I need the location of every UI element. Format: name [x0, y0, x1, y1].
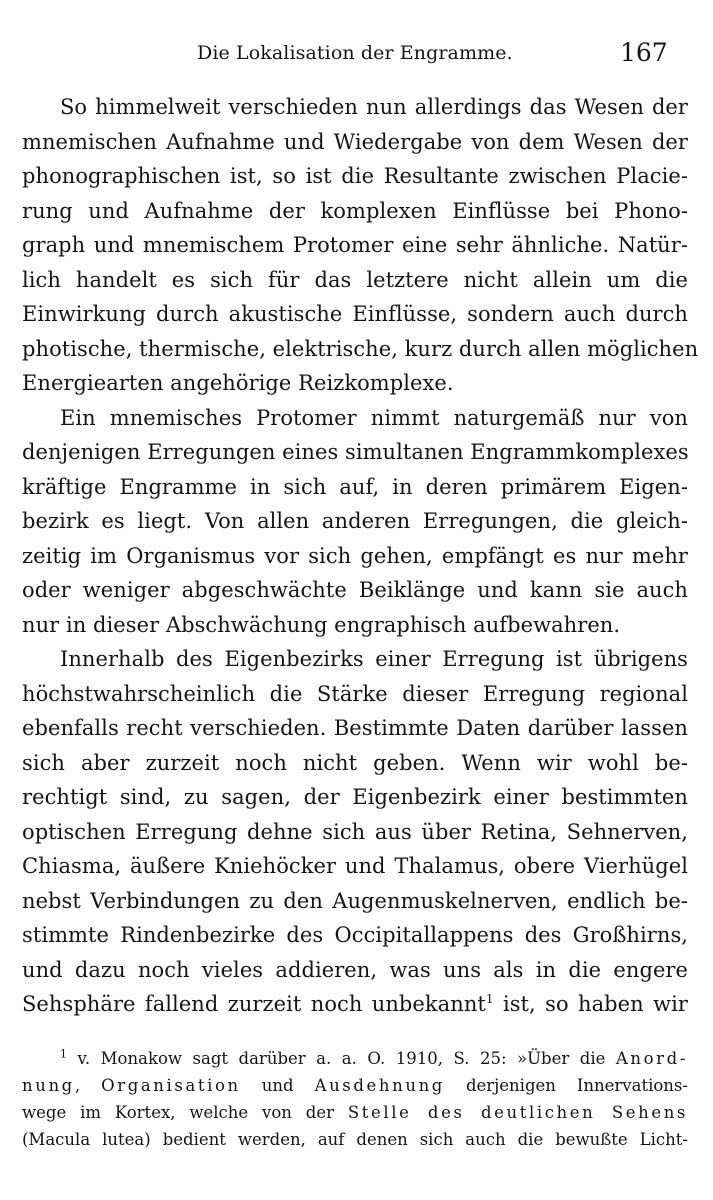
footnote-segment: und [240, 1076, 315, 1095]
footnote-spaced-word: Anord- [615, 1049, 688, 1068]
text-line: Ein mnemisches Protomer nimmt naturgemäß nur von [60, 405, 688, 430]
footnote-reference[interactable]: 1 [485, 992, 494, 1006]
footnote-spaced-word: Ausdehnung [314, 1076, 445, 1095]
text-line: Innerhalb des Eigenbezirks einer Erregung ist übrigens [60, 647, 688, 671]
footnote-line [22, 1099, 688, 1126]
body-text [22, 90, 699, 1022]
footnote [22, 1045, 688, 1153]
text-line: höchstwahrscheinlich die Stärke dieser Erregung regional [22, 681, 688, 706]
text-line [22, 987, 688, 1022]
footnote-line [22, 1072, 688, 1099]
text-line: So himmelweit verschieden nun allerdings das Wesen der [60, 95, 688, 119]
page-header [0, 38, 713, 78]
text-line: denjenigen Erregungen eines simultanen Engrammkomplexes [22, 440, 689, 464]
footnote-segment: v. Monakow sagt darüber a. a. O. 1910, S. 25: »Über die [67, 1049, 616, 1068]
footnote-spaced-word: Stelle des deutlichen Sehens [347, 1103, 688, 1122]
text-line: stimmte Rindenbezirke des Occipitallappens des Großhirns, [22, 923, 688, 947]
text-line: graph und mnemischem Protomer eine sehr ähnliche. Natür- [22, 233, 688, 257]
text-line: bezirk es liegt. Von allen anderen Erregungen, die gleich- [22, 509, 688, 533]
footnote-segment: wege im Kortex, welche von der [22, 1103, 348, 1122]
text-segment: Sehsphäre fallend zurzeit noch unbekannt [22, 992, 486, 1016]
text-line: kräftige Engramme in sich auf, in deren primärem Eigen- [22, 474, 688, 499]
footnote-line: (Macula lutea) bedient werden, auf denen sich auch die bewußte Licht- [22, 1130, 688, 1149]
text-line: lich handelt es sich für das letztere nicht allein um die [22, 267, 688, 292]
text-line: phonographischen ist, so ist die Resultante zwischen Placie- [22, 164, 688, 188]
page-number: 167 [620, 38, 668, 67]
footnote-line [22, 1045, 688, 1072]
text-line: photische, thermische, elektrische, kurz durch allen möglichen [22, 336, 699, 361]
text-line: ebenfalls recht verschieden. Bestimmte Daten darüber lassen [22, 716, 688, 740]
footnote-marker: 1 [60, 1047, 67, 1061]
text-line: Energiearten angehörige Reizkomplexe. [22, 371, 454, 395]
footnote-segment: , [74, 1076, 102, 1095]
text-line: nebst Verbindungen zu den Augenmuskelnerven, endlich be- [22, 888, 688, 913]
footnote-segment: derjenigen Innervations- [444, 1076, 688, 1095]
text-line: und dazu noch vieles addieren, was uns als in die engere [22, 957, 688, 982]
text-line: mnemischen Aufnahme und Wiedergabe von dem Wesen der [22, 129, 688, 154]
text-line: oder weniger abgeschwächte Beiklänge und kann sie auch [22, 578, 688, 602]
text-line: Einwirkung durch akustische Einflüsse, sondern auch durch [22, 302, 688, 326]
text-line: Chiasma, äußere Kniehöcker und Thalamus, obere Vierhügel [22, 854, 688, 878]
text-line: zeitig im Organismus vor sich gehen, empfängt es nur mehr [22, 543, 688, 568]
running-title: Die Lokalisation der Engramme. [197, 42, 513, 64]
text-segment: ist, so haben wir [493, 992, 688, 1016]
footnote-spaced-word: Organisation [101, 1076, 241, 1095]
footnote-spaced-word: nung [22, 1076, 75, 1095]
text-line: optischen Erregung dehne sich aus über Retina, Sehnerven, [22, 819, 688, 844]
text-line: nur in dieser Abschwächung engraphisch aufbewahren. [22, 612, 621, 637]
text-line: rechtigt sind, zu sagen, der Eigenbezirk einer bestimmten [22, 785, 688, 809]
text-line: rung und Aufnahme der komplexen Einflüsse bei Phono- [22, 198, 688, 223]
text-line: sich aber zurzeit noch nicht geben. Wenn wir wohl be- [22, 750, 688, 775]
